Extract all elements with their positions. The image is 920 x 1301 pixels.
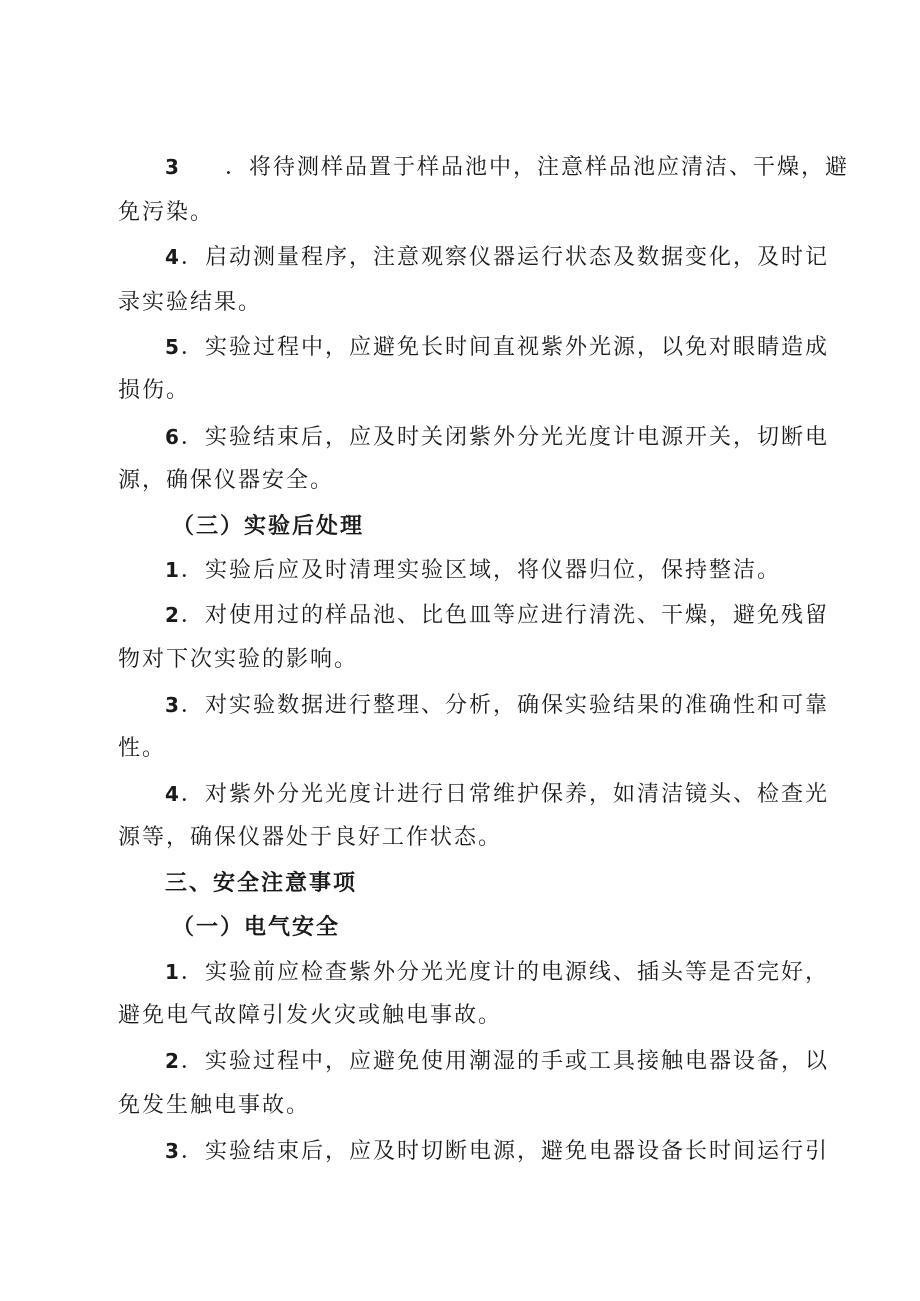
paragraph-text: 源等，确保仪器处于良好工作状态。 [118,825,503,850]
paragraph-text: 免污染。 [118,200,215,225]
paragraph-line [0,779,920,810]
paragraph-text: 启动测量程序，注意观察仪器运行状态及数据变化，及时记 [204,245,829,270]
item-number: 5 [165,335,181,359]
paragraph-text: 实验结束后，应及时切断电源，避免电器设备长时间运行引 [204,1139,829,1164]
section-heading [0,912,920,942]
paragraph-line [0,600,920,631]
paragraph-text: 录实验结果。 [118,290,263,315]
paragraph-text: 对紫外分光光度计进行日常维护保养，如清洁镜头、检查光 [204,782,829,807]
paragraph-text: 性。 [118,736,167,761]
paragraph-text: 实验结束后，应及时关闭紫外分光光度计电源开关，切断电 [204,425,829,450]
item-separator: ． [180,693,205,718]
item-separator: ． [180,960,205,985]
item-number: 3 [165,693,181,717]
paragraph-line [0,1046,920,1077]
item-number: 1 [165,960,181,984]
item-separator: ． [225,155,250,180]
item-separator: ． [180,1139,205,1164]
paragraph-line [0,152,920,183]
paragraph-text: 实验过程中，应避免使用潮湿的手或工具接触电器设备，以 [204,1049,829,1074]
paragraph-line [0,332,920,363]
item-number: 6 [165,425,181,449]
heading-text: （一）电气安全 [172,914,341,940]
paragraph-line [0,242,920,273]
paragraph-text: 避免电气故障引发火灾或触电事故。 [118,1003,503,1028]
heading-text: （三）实验后处理 [172,513,365,539]
paragraph-line [0,734,920,764]
paragraph-line [0,1091,920,1121]
item-number: 2 [165,1049,181,1073]
section-heading [0,511,920,541]
section-heading [0,868,920,898]
paragraph-text: 免发生触电事故。 [118,1093,311,1118]
item-number: 4 [165,245,181,269]
paragraph-line [0,690,920,721]
item-number: 2 [165,603,181,627]
item-separator: ． [180,1049,205,1074]
paragraph-line [0,957,920,988]
paragraph-text: 对实验数据进行整理、分析，确保实验结果的准确性和可靠 [204,693,829,718]
item-separator: ． [180,782,205,807]
item-separator: ． [180,245,205,270]
heading-text: 三、安全注意事项 [165,870,358,896]
paragraph-line [0,823,920,853]
paragraph-line [0,198,920,228]
paragraph-line [0,1136,920,1167]
item-separator: ． [180,425,205,450]
paragraph-line [0,376,920,406]
paragraph-text: 源，确保仪器安全。 [118,468,335,493]
paragraph-text: 实验过程中，应避免长时间直视紫外光源，以免对眼睛造成 [204,335,829,360]
item-number: 1 [165,558,181,582]
paragraph-text: 对使用过的样品池、比色皿等应进行清洗、干燥，避免残留 [204,603,829,628]
item-number: 3 [165,1139,181,1163]
item-separator: ． [180,603,205,628]
paragraph-line [0,555,920,586]
paragraph-line [0,422,920,453]
paragraph-text: 损伤。 [118,378,191,403]
paragraph-text: 将待测样品置于样品池中，注意样品池应清洁、干燥，避 [249,155,850,180]
item-separator: ． [180,335,205,360]
item-separator: ． [180,558,205,583]
item-number: 4 [165,782,181,806]
paragraph-text: 物对下次实验的影响。 [118,647,359,672]
paragraph-line [0,645,920,675]
paragraph-line [0,466,920,496]
item-number: 3 [165,155,181,179]
paragraph-line [0,1001,920,1031]
paragraph-text: 实验前应检查紫外分光光度计的电源线、插头等是否完好， [204,960,829,985]
paragraph-line [0,288,920,318]
paragraph-text: 实验后应及时清理实验区域，将仪器归位，保持整洁。 [204,558,781,583]
